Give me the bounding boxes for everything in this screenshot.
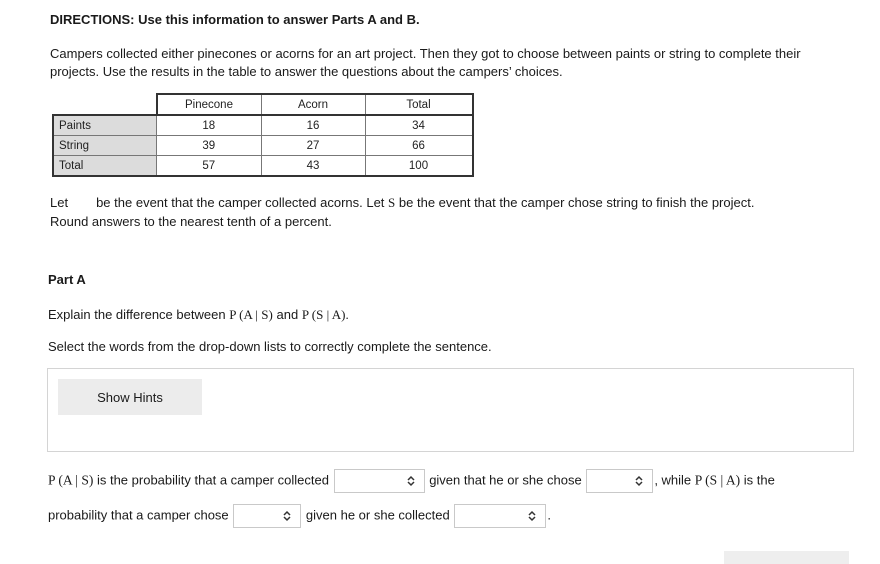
header-acorn: Acorn xyxy=(261,94,365,115)
select-instruction: Select the words from the drop-down lists to correctly complete the sentence. xyxy=(48,339,492,354)
prob-s-given-a-inline: P (S | A) xyxy=(694,472,741,488)
table-cell: 57 xyxy=(157,156,262,177)
event-a-text: be the event that the camper collected acorns. Let xyxy=(96,195,385,210)
sentence-text: is the probability that a camper collected xyxy=(96,472,329,488)
sentence-text: , while xyxy=(654,472,692,488)
table-cell: 43 xyxy=(261,156,365,177)
table-cell: 39 xyxy=(157,136,262,156)
prob-a-given-s: P (A | S) xyxy=(229,307,273,322)
chevron-updown-icon xyxy=(634,475,644,487)
directions-heading: DIRECTIONS: Use this information to answer Parts A and B. xyxy=(50,12,420,27)
bottom-button-partial[interactable] xyxy=(724,551,849,564)
header-total: Total xyxy=(365,94,473,115)
answer-sentence-line-2 xyxy=(48,504,551,528)
row-label-string: String xyxy=(53,136,157,156)
sentence-text: is the xyxy=(743,472,775,488)
row-label-paints: Paints xyxy=(53,115,157,136)
sentence-text: given he or she collected xyxy=(305,507,450,523)
event-s-text: be the event that the camper chose string to finish the project. xyxy=(398,195,755,210)
sentence-text: probability that a camper chose xyxy=(48,507,229,523)
event-definitions xyxy=(50,193,840,231)
let-word: Let xyxy=(50,195,69,210)
explain-prompt xyxy=(48,307,349,323)
dropdown-1[interactable] xyxy=(334,469,425,493)
event-s-symbol: S xyxy=(388,195,396,210)
show-hints-button[interactable]: Show Hints xyxy=(58,379,202,415)
table-cell: 16 xyxy=(261,115,365,136)
answer-sentence-line-1 xyxy=(48,469,775,493)
table-row xyxy=(53,136,473,156)
table-cell: 34 xyxy=(365,115,473,136)
dropdown-3[interactable] xyxy=(233,504,301,528)
chevron-updown-icon xyxy=(282,510,292,522)
prob-a-given-s-inline: P (A | S) xyxy=(48,472,94,488)
prob-s-given-a: P (S | A). xyxy=(301,307,349,322)
part-a-title: Part A xyxy=(48,272,86,287)
data-table xyxy=(52,93,474,177)
chevron-updown-icon xyxy=(406,475,416,487)
table-row xyxy=(53,115,473,136)
table-row xyxy=(53,156,473,177)
and-word: and xyxy=(276,307,299,322)
hints-panel xyxy=(47,368,854,452)
table-cell: 66 xyxy=(365,136,473,156)
dropdown-4[interactable] xyxy=(454,504,546,528)
row-label-total: Total xyxy=(53,156,157,177)
sentence-text: . xyxy=(547,507,551,523)
intro-paragraph: Campers collected either pinecones or acorns for an art project. Then they got to choose between paints or string to complete their projects. Use the results in the table to answer the questions about the campers’ choices. xyxy=(50,46,801,79)
table-corner xyxy=(53,94,157,115)
table-cell: 100 xyxy=(365,156,473,177)
sentence-text: given that he or she chose xyxy=(429,472,582,488)
header-pinecone: Pinecone xyxy=(157,94,262,115)
table-cell: 18 xyxy=(157,115,262,136)
rounding-instruction: Round answers to the nearest tenth of a percent. xyxy=(50,214,332,229)
table-cell: 27 xyxy=(261,136,365,156)
explain-text: Explain the difference between xyxy=(48,307,226,322)
table-header-row xyxy=(53,94,473,115)
dropdown-2[interactable] xyxy=(586,469,653,493)
chevron-updown-icon xyxy=(527,510,537,522)
